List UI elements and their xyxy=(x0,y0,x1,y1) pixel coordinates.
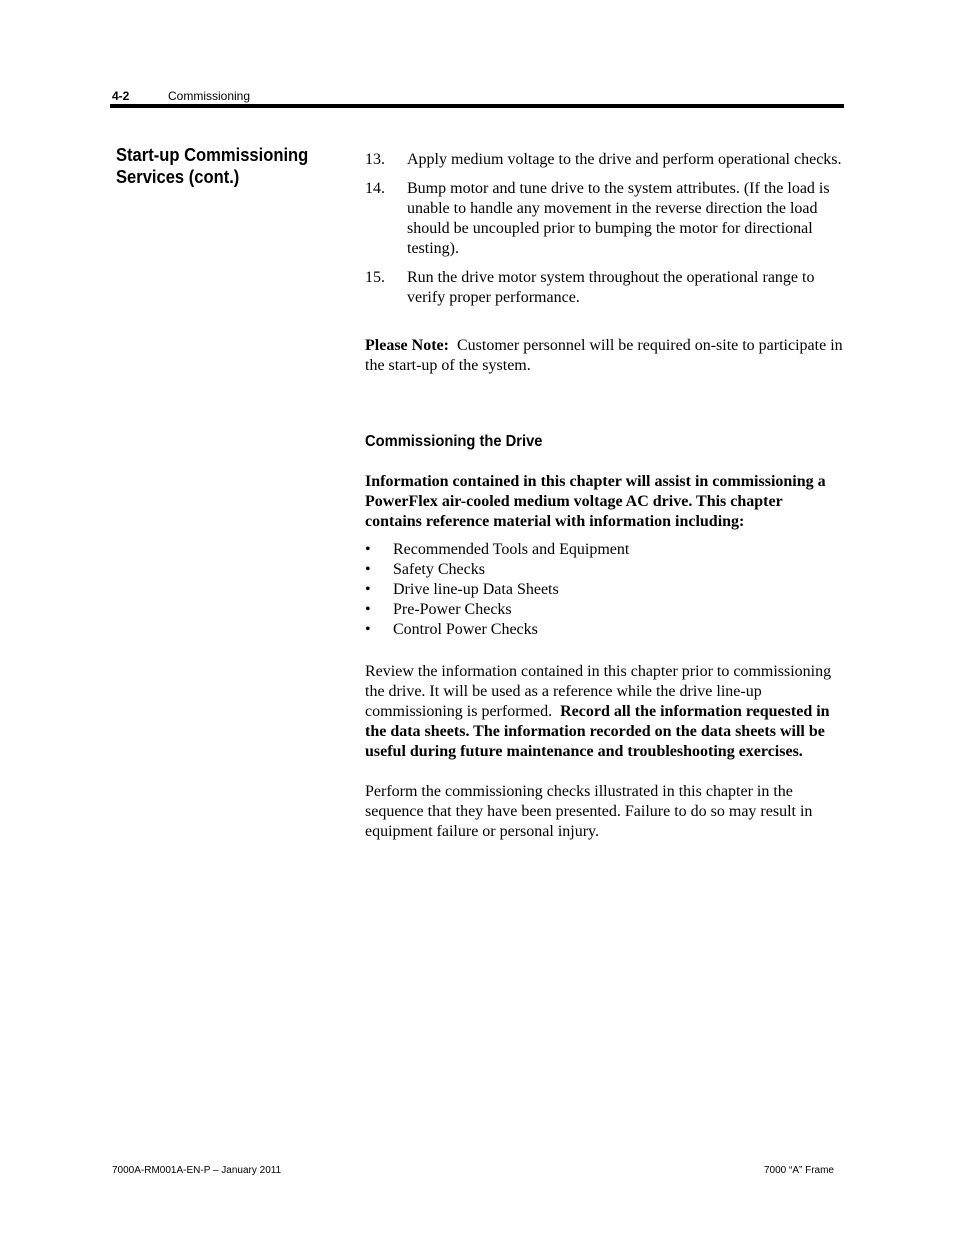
perform-paragraph: Perform the commissioning checks illustrated in this chapter in the sequence that they have been presented. Failure to do so may result in equipment failure or personal injury. xyxy=(365,783,813,840)
step-14 xyxy=(365,179,843,259)
chapter-title: Commissioning xyxy=(168,89,251,103)
step-13 xyxy=(365,150,843,170)
topic-list xyxy=(365,540,843,640)
review-bold-text: Record all the information requested in the data sheets. The information recorded on the data sheets will be useful during future maintenance and troubleshooting exercises. xyxy=(365,703,830,760)
bullet: • xyxy=(365,621,371,638)
header-rule xyxy=(110,104,844,108)
list-item: • Drive line-up Data Sheets xyxy=(365,581,559,598)
list-item: • Safety Checks xyxy=(365,561,485,578)
side-title-line-2: Services (cont.) xyxy=(116,167,240,187)
step-text: Apply medium voltage to the drive and perform operational checks. xyxy=(407,151,842,168)
step-text: Bump motor and tune drive to the system attributes. (If the load is unable to handle any movement in the reverse direction the load should be uncoupled prior to bumping the motor for directional testing). xyxy=(407,180,830,257)
note-label: Please Note: xyxy=(365,337,449,354)
step-15 xyxy=(365,268,843,308)
note-text: Customer personnel will be required on-site to participate in the start-up of the system. xyxy=(365,337,843,374)
footer-product: 7000 “A” Frame xyxy=(763,1165,834,1176)
side-title-line-1: Start-up Commissioning xyxy=(116,145,309,165)
page-header xyxy=(112,89,251,103)
list-item: • Recommended Tools and Equipment xyxy=(365,541,630,558)
bullet: • xyxy=(365,561,371,578)
step-number: 13. xyxy=(365,151,385,168)
section-side-title xyxy=(116,144,328,188)
step-text: Run the drive motor system throughout the operational range to verify proper performance. xyxy=(407,269,815,306)
commissioning-heading: Commissioning the Drive xyxy=(365,433,543,450)
main-content xyxy=(365,150,843,842)
review-paragraph xyxy=(365,662,843,762)
review-text: Review the information contained in this chapter prior to commissioning the drive. It will be used as a reference while the drive line-up commissioning is performed. xyxy=(365,663,832,720)
bullet: • xyxy=(365,581,371,598)
intro-paragraph: Information contained in this chapter will assist in commissioning a PowerFlex air-cooled medium voltage AC drive. This chapter contains reference material with information including: xyxy=(365,473,826,530)
step-number: 15. xyxy=(365,269,385,286)
bullet: • xyxy=(365,541,371,558)
please-note xyxy=(365,336,843,376)
step-number: 14. xyxy=(365,180,385,197)
list-item: • Pre-Power Checks xyxy=(365,601,512,618)
footer-publication: 7000A-RM001A-EN-P – January 2011 xyxy=(112,1165,282,1176)
page-number: 4-2 xyxy=(112,89,130,103)
bullet: • xyxy=(365,601,371,618)
list-item: • Control Power Checks xyxy=(365,621,538,638)
